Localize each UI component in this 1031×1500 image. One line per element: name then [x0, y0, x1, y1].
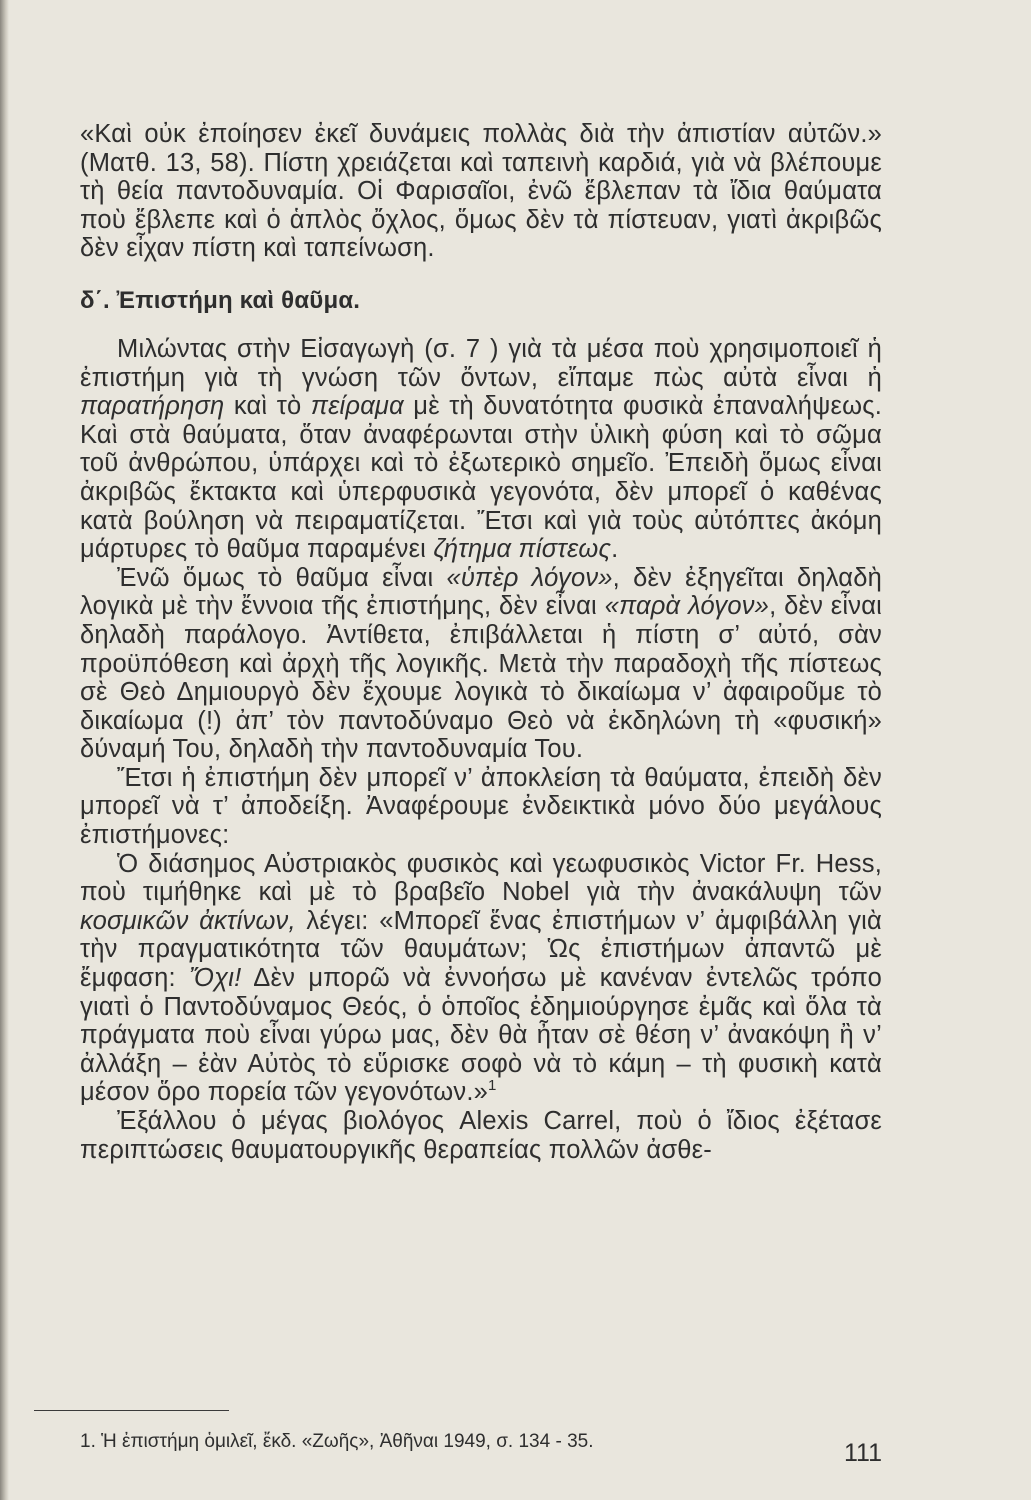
- book-spine-shadow: [0, 0, 9, 1500]
- section-heading: δ΄. Ἐπιστήμη καὶ θαῦμα.: [80, 286, 361, 314]
- page-number: 111: [843, 1439, 882, 1467]
- emphasis-above-reason: «ὑπὲρ λόγον»: [446, 563, 613, 592]
- text-run: Ἐνῶ ὅμως τὸ θαῦμα εἶναι: [117, 563, 447, 592]
- text-run: Ὁ διάσημος Αὐστριακὸς φυσικὸς καὶ γεωφυσικὸς Victor Fr. Hess, ποὺ τιμήθηκε καὶ μὲ τὸ βραβεῖο Nobel γιὰ τὴν ἀνακάλυψη τῶν: [80, 849, 882, 907]
- text-run: καὶ τὸ: [224, 392, 311, 421]
- paragraph-5: [80, 850, 882, 1107]
- emphasis-experiment: πείραμα: [310, 392, 404, 421]
- emphasis-observation: παρατήρηση: [80, 392, 225, 421]
- paragraph-3: [80, 564, 882, 764]
- paragraph-4: Ἔτσι ἡ ἐπιστήμη δὲν μπορεῖ ν’ ἀποκλείση τὰ θαύματα, ἐπειδὴ δὲν μπορεῖ νὰ τ’ ἀποδείξη. Ἀναφέρουμε ἐνδεικτικὰ μόνο δύο μεγάλους ἐπιστήμονες:: [80, 763, 882, 850]
- body-text: [80, 120, 882, 1164]
- text-run: μὲ τὴ δυνατότητα φυσικὰ ἐπαναλήψεως. Καὶ στὰ θαύματα, ὅταν ἀναφέρωνται στὴν ὑλικὴ φύση καὶ τὸ σῶμα τοῦ ἀνθρώπου, ὑπάρχει καὶ τὸ ἐξωτερικὸ σημεῖο. Ἐπειδὴ ὅμως εἶναι ἀκριβῶς ἔκτακτα καὶ ὑπερφυσικὰ γεγονότα, δὲν μπορεῖ ὁ καθένας κατὰ βούληση νὰ πειραματίζεται. Ἔτσι καὶ γιὰ τοὺς αὐτόπτες ἀκόμη μάρτυρες τὸ θαῦμα παραμένει: [80, 392, 882, 564]
- paragraph-2: [80, 335, 882, 564]
- paragraph-1: «Καὶ οὐκ ἐποίησεν ἐκεῖ δυνάμεις πολλὰς διὰ τὴν ἀπιστίαν αὐτῶν.» (Ματθ. 13, 58). Πίστη χρειάζεται καὶ ταπεινὴ καρδιά, γιὰ νὰ βλέπουμε τὴ θεία παντοδυναμία. Οἱ Φαρισαῖοι, ἐνῶ ἔβλεπαν τὰ ἴδια θαύματα ποὺ ἔβλεπε καὶ ὁ ἁπλὸς ὄχλος, ὅμως δὲν τὰ πίστευαν, γιατὶ ἀκριβῶς δὲν εἶχαν πίστη καὶ ταπείνωση.: [80, 120, 882, 263]
- footnote-divider: [34, 1410, 229, 1411]
- emphasis-matter-of-faith: ζήτημα πίστεως: [433, 535, 612, 564]
- emphasis-against-reason: «παρὰ λόγον»: [604, 592, 770, 621]
- text-run: , δὲν εἶναι δηλαδὴ παράλογο. Ἀντίθετα, ἐπιβάλλεται ἡ πίστη σ’ αὐτό, σὰν προϋπόθεση καὶ ἀρχὴ τῆς λογικῆς. Μετὰ τὴν παραδοχὴ τῆς πίστεως σὲ Θεὸ Δημιουργὸ δὲν ἔχουμε λογικὰ τὸ δικαίωμα ν’ ἀφαιροῦμε τὸ δικαίωμα (!) ἀπ’ τὸν παντοδύναμο Θεὸ νὰ ἐκδηλώνη τὴ «φυσική» δύναμή Του, δηλαδὴ τὴν παντοδυναμία Του.: [80, 592, 882, 764]
- text-run: λέγει: «Μπορεῖ ἕνας ἐπιστήμων ν’ ἀμφιβάλλη γιὰ τὴν πραγματικότητα τῶν θαυμάτων; Ὡς ἐπιστήμων ἀπαντῶ μὲ ἔμφαση:: [80, 906, 882, 993]
- text-run: , δὲν ἐξηγεῖται δηλαδὴ λογικὰ μὲ τὴν ἔννοια τῆς ἐπιστήμης, δὲν εἶναι: [80, 563, 882, 621]
- emphasis-cosmic-rays: κοσμικῶν ἀκτίνων,: [80, 906, 296, 935]
- text-run: Μιλώντας στὴν Εἰσαγωγὴ (σ. 7 ) γιὰ τὰ μέσα ποὺ χρησιμοποιεῖ ἡ ἐπιστήμη γιὰ τὴ γνώση τῶν ὄντων, εἴπαμε πὼς αὐτὰ εἶναι ἡ: [80, 334, 882, 392]
- footnote: 1. Ἡ ἐπιστήμη ὁμιλεῖ, ἔκδ. «Ζωῆς», Ἀθῆναι 1949, σ. 134 - 35.: [80, 1431, 594, 1452]
- text-run: Δὲν μπορῶ νὰ ἐννοήσω μὲ κανέναν ἐντελῶς τρόπο γιατὶ ὁ Παντοδύναμος Θεός, ὁ ὁποῖος ἐδημιούργησε ἐμᾶς καὶ ὅλα τὰ πράγματα ποὺ εἶναι γύρω μας, δὲν θὰ ἦταν σὲ θέση ν’ ἀνακόψη ἢ ν’ ἀλλάξη – ἐὰν Αὐτὸς τὸ εὕρισκε σοφὸ νὰ τὸ κάμη – τὴ φυσικὴ κατὰ μέσον ὅρο πορεία τῶν γεγονότων.»: [80, 964, 882, 1107]
- footnote-reference[interactable]: 1: [488, 1077, 497, 1095]
- text-run: .: [611, 535, 619, 564]
- paragraph-6: Ἐξάλλου ὁ μέγας βιολόγος Alexis Carrel, ποὺ ὁ ἴδιος ἐξέτασε περιπτώσεις θαυματουργικῆς θεραπείας πολλῶν ἀσθε-: [80, 1107, 882, 1164]
- emphasis-no: Ὄχι!: [189, 964, 242, 993]
